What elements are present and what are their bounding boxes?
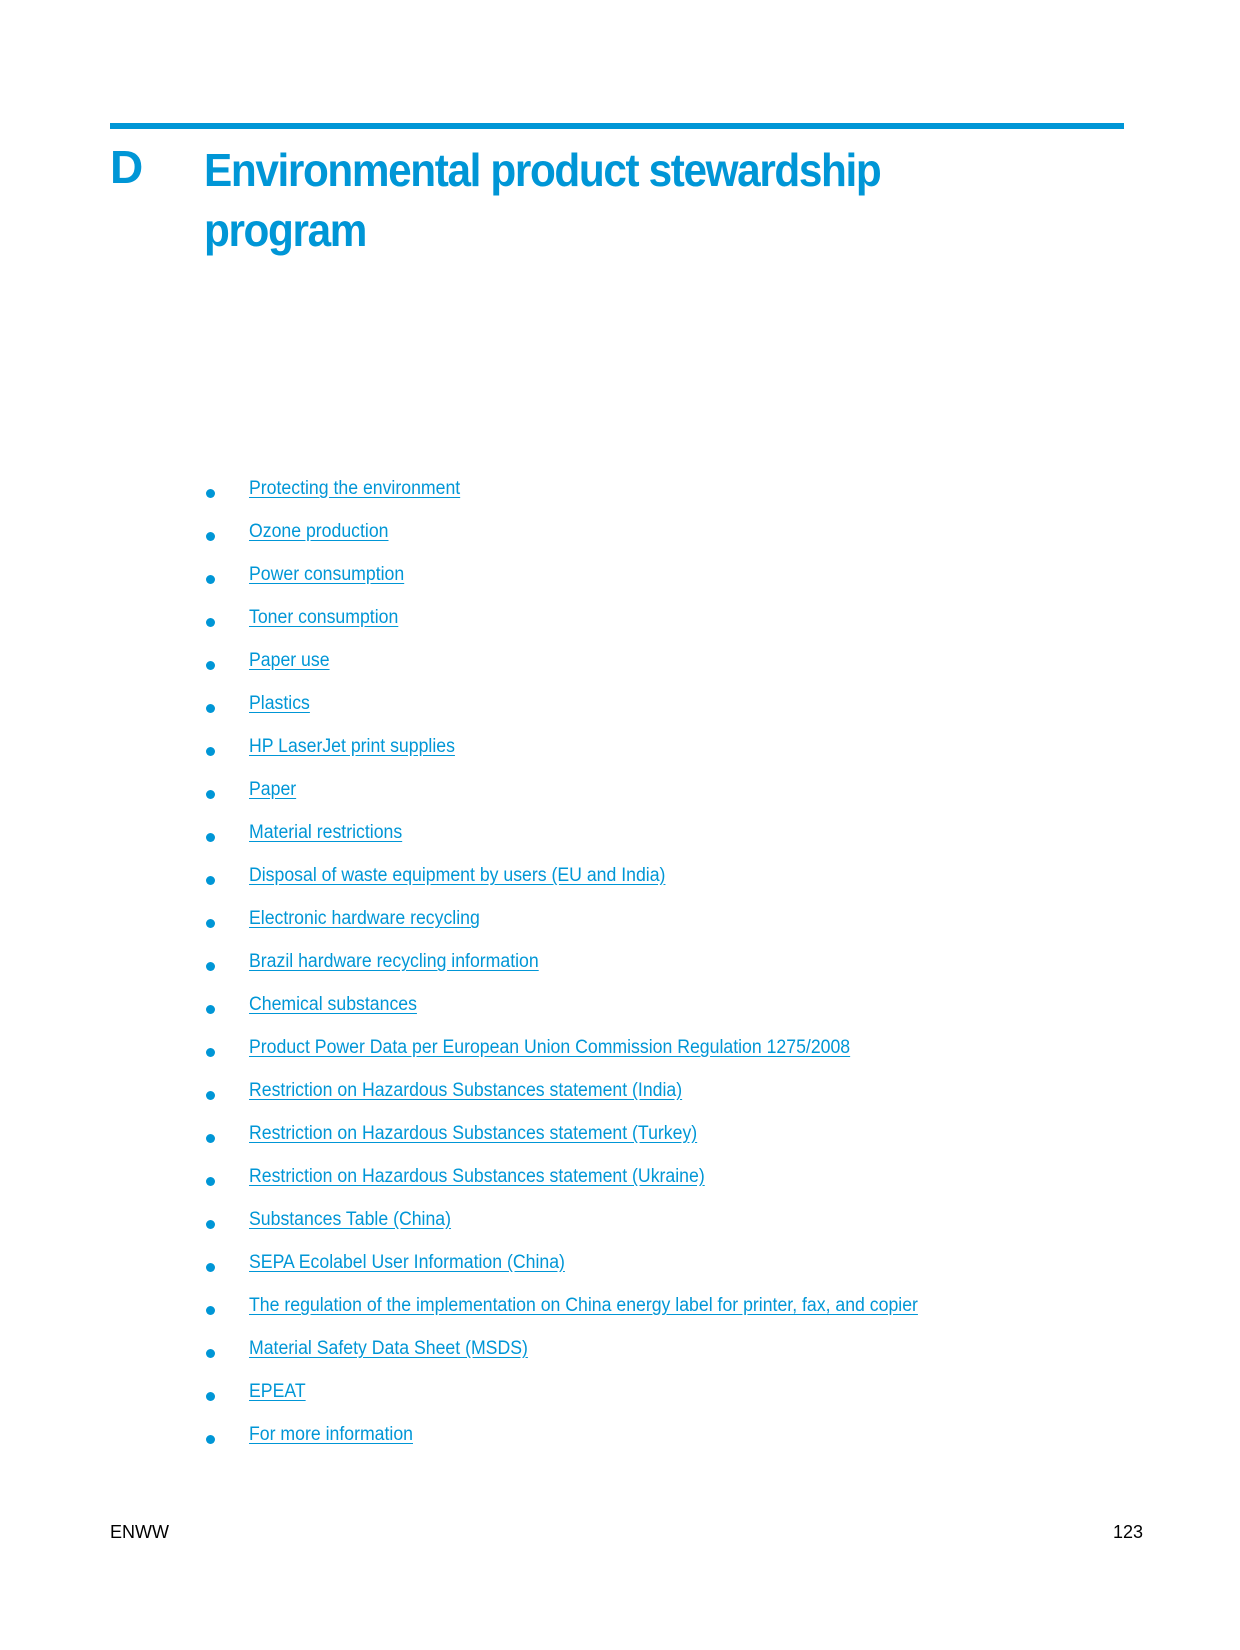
bullet-icon bbox=[206, 1048, 215, 1057]
footer-locale: ENWW bbox=[110, 1522, 169, 1542]
bullet-icon bbox=[206, 833, 215, 842]
toc-link[interactable]: SEPA Ecolabel User Information (China) bbox=[249, 1252, 565, 1273]
bullet-icon bbox=[206, 876, 215, 885]
bullet-icon bbox=[206, 661, 215, 670]
toc-link[interactable]: Product Power Data per European Union Commission Regulation 1275/2008 bbox=[249, 1037, 851, 1058]
chapter-title: Environmental product stewardship program bbox=[204, 144, 881, 256]
bullet-icon bbox=[206, 1392, 215, 1401]
toc-link[interactable]: Material restrictions bbox=[249, 822, 403, 843]
bullet-icon bbox=[206, 790, 215, 799]
chapter-rule bbox=[110, 123, 1124, 129]
bullet-icon bbox=[206, 489, 215, 498]
bullet-icon bbox=[206, 704, 215, 713]
toc-link[interactable]: Paper bbox=[249, 779, 297, 800]
toc-link[interactable]: EPEAT bbox=[249, 1381, 306, 1402]
toc-link[interactable]: HP LaserJet print supplies bbox=[249, 736, 455, 757]
bullet-icon bbox=[206, 1306, 215, 1315]
toc-link[interactable]: Brazil hardware recycling information bbox=[249, 951, 539, 972]
toc-link[interactable]: Restriction on Hazardous Substances statement (Turkey) bbox=[249, 1123, 698, 1144]
bullet-icon bbox=[206, 1091, 215, 1100]
toc-link[interactable]: Protecting the environment bbox=[249, 478, 461, 499]
toc-link[interactable]: Substances Table (China) bbox=[249, 1209, 452, 1230]
toc-link[interactable]: For more information bbox=[249, 1424, 413, 1445]
toc-link[interactable]: Toner consumption bbox=[249, 607, 399, 628]
bullet-icon bbox=[206, 1177, 215, 1186]
bullet-icon bbox=[206, 1435, 215, 1444]
bullet-icon bbox=[206, 747, 215, 756]
bullet-icon bbox=[206, 532, 215, 541]
toc-link[interactable]: Material Safety Data Sheet (MSDS) bbox=[249, 1338, 528, 1359]
bullet-icon bbox=[206, 618, 215, 627]
toc-link[interactable]: Restriction on Hazardous Substances statement (Ukraine) bbox=[249, 1166, 705, 1187]
toc-link[interactable]: Chemical substances bbox=[249, 994, 417, 1015]
toc-link[interactable]: Plastics bbox=[249, 693, 310, 714]
page-number: 123 bbox=[1112, 1522, 1143, 1542]
bullet-icon bbox=[206, 919, 215, 928]
toc-link[interactable]: Ozone production bbox=[249, 521, 389, 542]
bullet-icon bbox=[206, 1220, 215, 1229]
bullet-icon bbox=[206, 575, 215, 584]
toc-link[interactable]: Disposal of waste equipment by users (EU and India) bbox=[249, 865, 666, 886]
toc-link[interactable]: Restriction on Hazardous Substances statement (India) bbox=[249, 1080, 683, 1101]
bullet-icon bbox=[206, 1005, 215, 1014]
toc-link[interactable]: Paper use bbox=[249, 650, 330, 671]
toc-link[interactable]: Electronic hardware recycling bbox=[249, 908, 480, 929]
toc-link[interactable]: Power consumption bbox=[249, 564, 405, 585]
bullet-icon bbox=[206, 1134, 215, 1143]
toc-link[interactable]: The regulation of the implementation on China energy label for printer, fax, and copier bbox=[249, 1295, 918, 1316]
bullet-icon bbox=[206, 1263, 215, 1272]
chapter-letter: D bbox=[110, 141, 143, 193]
bullet-icon bbox=[206, 1349, 215, 1358]
bullet-icon bbox=[206, 962, 215, 971]
